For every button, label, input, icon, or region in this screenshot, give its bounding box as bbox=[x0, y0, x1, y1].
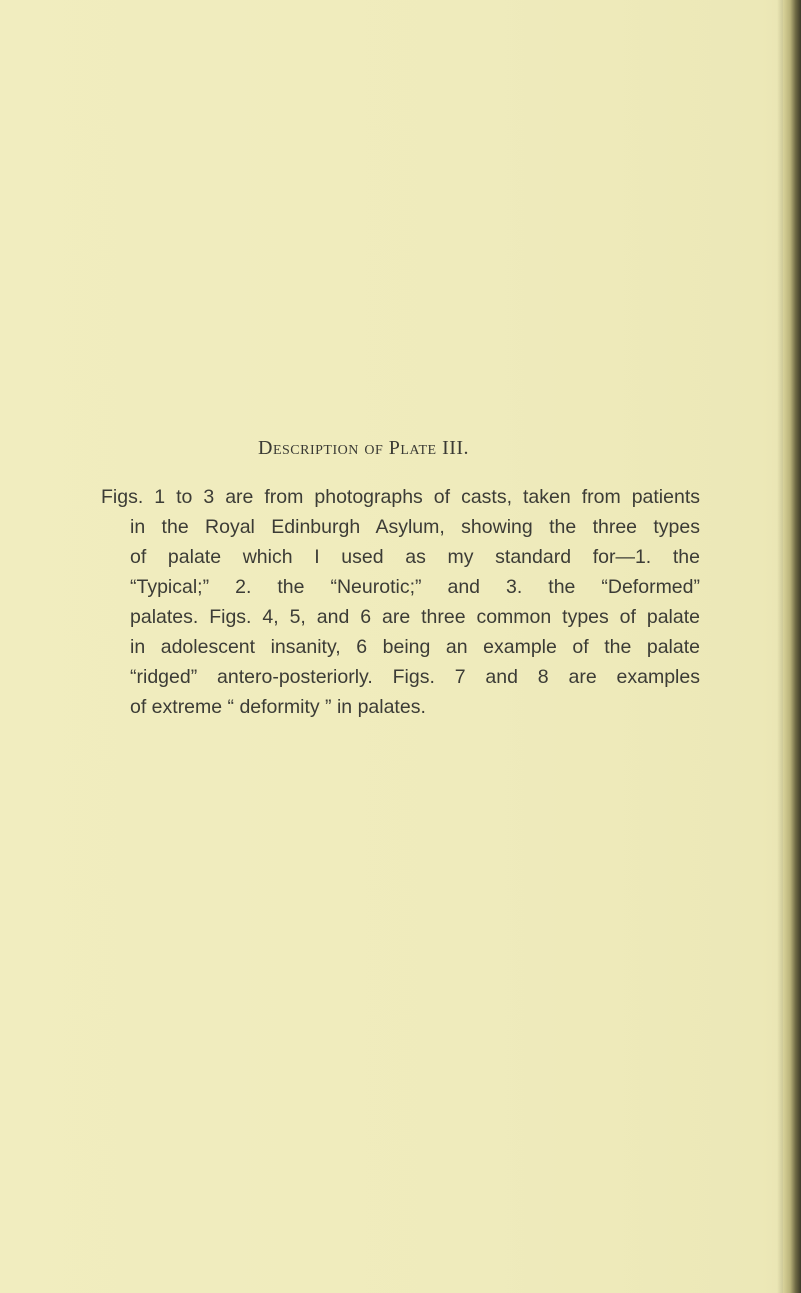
description-line-8: of extreme “ deformity ” in palates. bbox=[130, 696, 426, 718]
plate-title: Description of Plate III. bbox=[258, 437, 470, 459]
description-line-5: palates. Figs. 4, 5, and 6 are three common types of palate bbox=[130, 606, 700, 628]
description-line-1: Figs. 1 to 3 are from photographs of casts, taken from patients bbox=[101, 486, 700, 508]
plate-description bbox=[101, 482, 700, 722]
description-line-3: of palate which I used as my standard for—1. the bbox=[130, 546, 700, 568]
book-edge bbox=[783, 0, 801, 1293]
description-line-2: in the Royal Edinburgh Asylum, showing the three types bbox=[130, 516, 700, 538]
description-line-4: “Typical;” 2. the “Neurotic;” and 3. the “Deformed” bbox=[130, 576, 700, 598]
description-line-6: in adolescent insanity, 6 being an example of the palate bbox=[130, 636, 700, 658]
description-line-7: “ridged” antero-posteriorly. Figs. 7 and 8 are examples bbox=[130, 666, 700, 688]
